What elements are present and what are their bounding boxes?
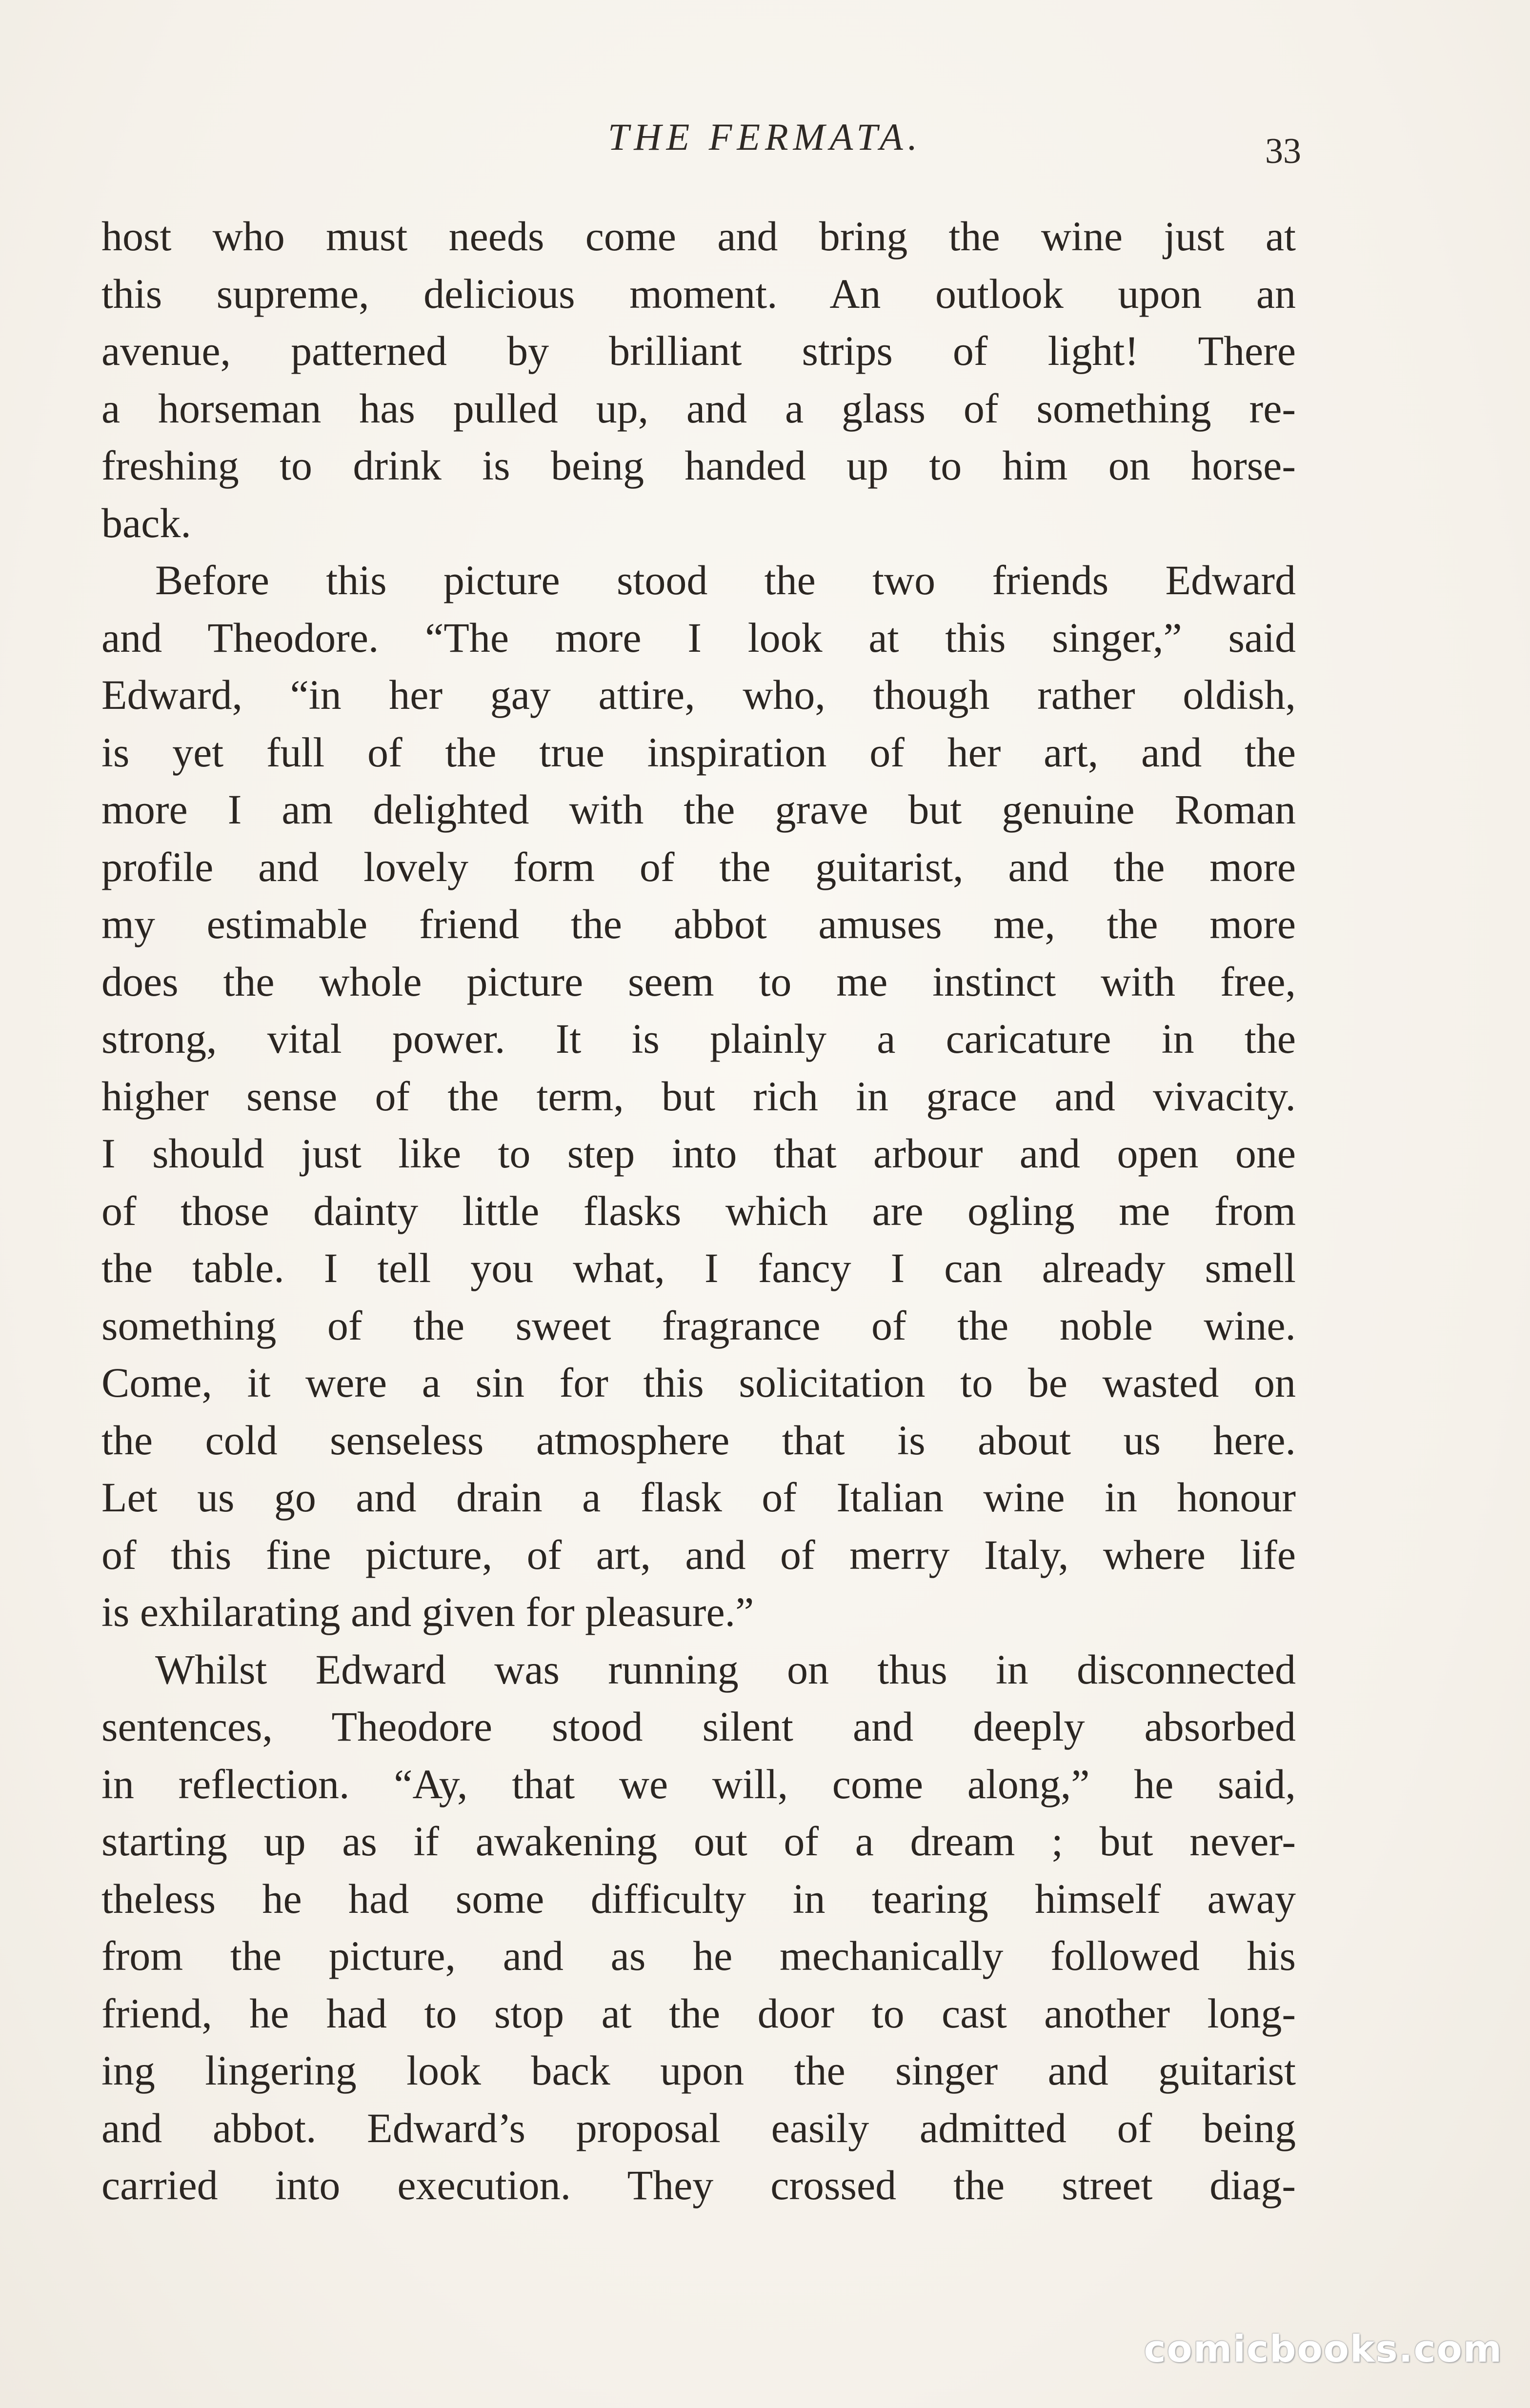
text-line: host who must needs come and bring the wine just at (101, 213, 1296, 260)
text-line: of those dainty little flasks which are ogling me from (101, 1187, 1296, 1234)
text-line: I should just like to step into that arbour and open one (101, 1130, 1296, 1177)
text-line: carried into execution. They crossed the street diag- (101, 2162, 1296, 2208)
text-line: more I am delighted with the grave but genuine Roman (101, 786, 1296, 833)
text-line: back. (101, 499, 191, 546)
text-line: Edward, “in her gay attire, who, though rather oldish, (101, 671, 1296, 718)
text-line: ing lingering look back upon the singer and guitarist (101, 2047, 1296, 2094)
body-text (101, 208, 1296, 2214)
text-line: something of the sweet fragrance of the noble wine. (101, 1302, 1296, 1349)
text-line: strong, vital power. It is plainly a caricature in the (101, 1015, 1296, 1062)
text-line: starting up as if awakening out of a dream ; but never- (101, 1818, 1296, 1865)
paragraph (101, 552, 1296, 1641)
text-line: this supreme, delicious moment. An outlook upon an (101, 270, 1296, 317)
text-line: from the picture, and as he mechanically followed his (101, 1932, 1296, 1979)
text-line: Come, it were a sin for this solicitation to be wasted on (101, 1359, 1296, 1406)
text-line: in reflection. “Ay, that we will, come along,” he said, (101, 1760, 1296, 1807)
text-line: freshing to drink is being handed up to him on horse- (101, 442, 1296, 489)
page-number: 33 (1265, 131, 1301, 171)
text-line: my estimable friend the abbot amuses me, the more (101, 901, 1296, 947)
text-line: is yet full of the true inspiration of her art, and the (101, 728, 1296, 776)
text-line: the cold senseless atmosphere that is about us here. (101, 1416, 1296, 1464)
text-line: friend, he had to stop at the door to cast another long- (101, 1989, 1296, 2037)
text-line: of this fine picture, of art, and of merry Italy, where life (101, 1531, 1296, 1578)
text-line: theless he had some difficulty in tearing himself away (101, 1875, 1296, 1922)
text-line: higher sense of the term, but rich in grace and vivacity. (101, 1072, 1296, 1120)
text-line: avenue, patterned by brilliant strips of light! There (101, 327, 1296, 374)
text-line: and Theodore. “The more I look at this singer,” said (101, 614, 1296, 661)
text-line: sentences, Theodore stood silent and deeply absorbed (101, 1703, 1296, 1750)
paragraph (101, 1641, 1296, 2214)
text-line: Whilst Edward was running on thus in disconnected (155, 1645, 1296, 1693)
text-line: the table. I tell you what, I fancy I can already smell (101, 1244, 1296, 1291)
watermark: comicbooks.com (1144, 2327, 1503, 2370)
text-line: does the whole picture seem to me instinct with free, (101, 958, 1296, 1005)
text-line: profile and lovely form of the guitarist, and the more (101, 843, 1296, 890)
text-line: and abbot. Edward’s proposal easily admitted of being (101, 2104, 1296, 2151)
running-title: THE FERMATA. (607, 116, 923, 158)
text-line: Before this picture stood the two friends Edward (155, 557, 1296, 603)
text-line: Let us go and drain a flask of Italian wine in honour (101, 1474, 1296, 1521)
paragraph (101, 208, 1296, 552)
text-line: is exhilarating and given for pleasure.” (101, 1588, 754, 1635)
text-line: a horseman has pulled up, and a glass of something re- (101, 384, 1296, 432)
